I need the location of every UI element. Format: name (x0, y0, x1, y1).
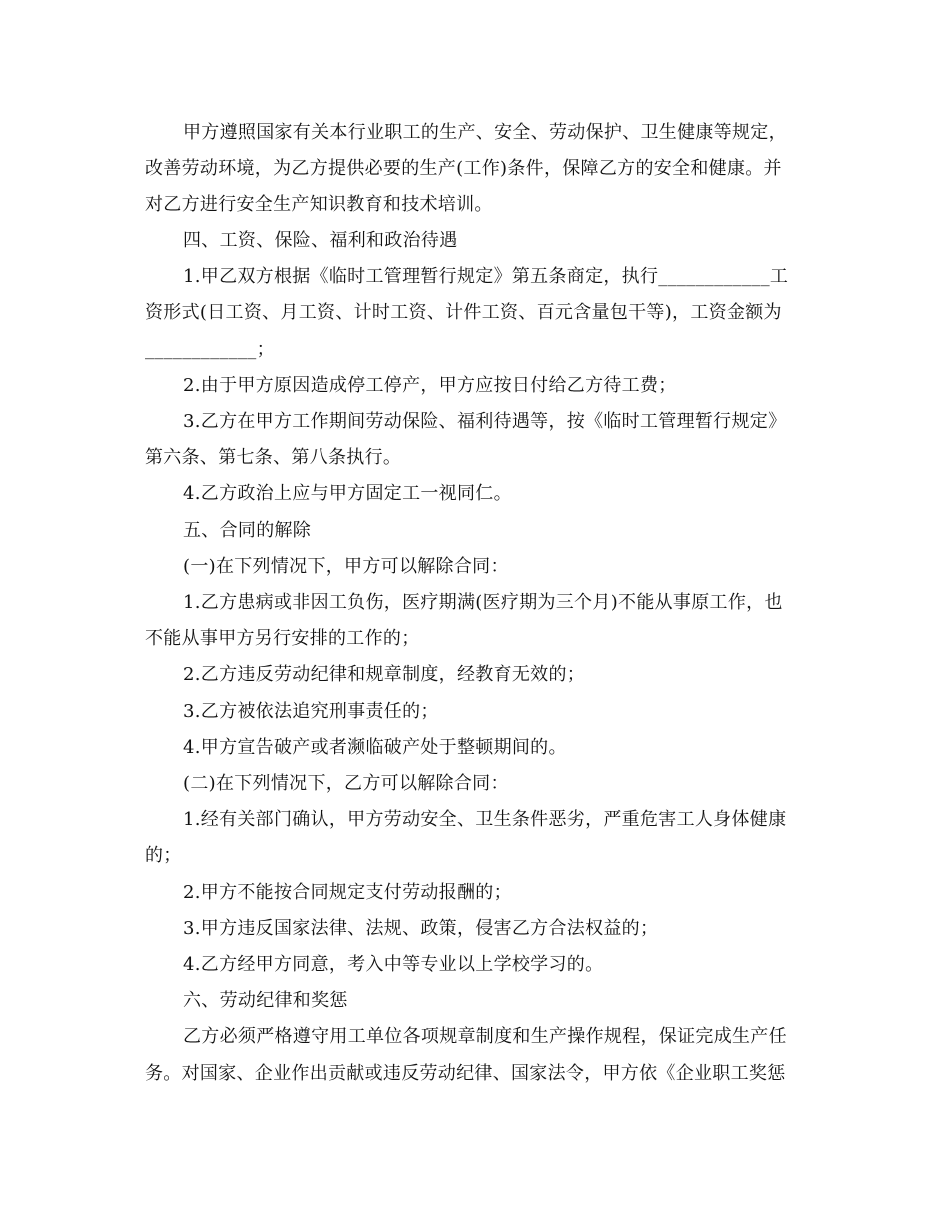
paragraph-line: 不能从事甲方另行安排的工作的； (145, 628, 420, 649)
section-heading: 六、劳动纪律和奖惩 (183, 990, 348, 1011)
paragraph-line: 4.乙方政治上应与甲方固定工一视同仁。 (183, 483, 512, 504)
paragraph-line: (一)在下列情况下，甲方可以解除合同： (183, 556, 509, 577)
paragraph-line: 2.由于甲方原因造成停工停产，甲方应按日付给乙方待工费； (183, 375, 677, 396)
paragraph-line: 的； (145, 845, 182, 866)
paragraph-line: 3.乙方被依法追究刑事责任的； (183, 701, 439, 722)
paragraph-line: 2.甲方不能按合同规定支付劳动报酬的； (183, 882, 512, 903)
paragraph-line: 1.乙方患病或非因工负伤，医疗期满(医疗期为三个月)不能从事原工作，也 (183, 592, 783, 613)
paragraph-line: 务。对国家、企业作出贡献或违反劳动纪律、国家法令，甲方依《企业职工奖惩 (145, 1063, 786, 1084)
section-heading: 五、合同的解除 (183, 520, 312, 541)
paragraph-line: 4.甲方宣告破产或者濒临破产处于整顿期间的。 (183, 737, 567, 758)
paragraph-line: 第六条、第七条、第八条执行。 (145, 447, 402, 468)
paragraph-line: 4.乙方经甲方同意，考入中等专业以上学校学习的。 (183, 954, 604, 975)
section-heading: 四、工资、保险、福利和政治待遇 (183, 230, 458, 251)
paragraph-line: 甲方遵照国家有关本行业职工的生产、安全、劳动保护、卫生健康等规定， (183, 122, 787, 143)
paragraph-line: 3.乙方在甲方工作期间劳动保险、福利待遇等，按《临时工管理暂行规定》 (183, 411, 787, 432)
paragraph-line: ____________； (145, 339, 275, 360)
paragraph-line: (二)在下列情况下，乙方可以解除合同： (183, 773, 509, 794)
paragraph-line: 1.甲乙双方根据《临时工管理暂行规定》第五条商定，执行____________工 (183, 266, 789, 287)
paragraph-line: 资形式(日工资、月工资、计时工资、计件工资、百元含量包干等)，工资金额为 (145, 302, 782, 323)
paragraph-line: 改善劳动环境，为乙方提供必要的生产(工作)条件，保障乙方的安全和健康。并 (145, 158, 782, 179)
paragraph-line: 2.乙方违反劳动纪律和规章制度，经教育无效的； (183, 664, 586, 685)
paragraph-line: 3.甲方违反国家法律、法规、政策，侵害乙方合法权益的； (183, 918, 659, 939)
paragraph-line: 对乙方进行安全生产知识教育和技术培训。 (145, 194, 493, 215)
paragraph-line: 乙方必须严格遵守用工单位各项规章制度和生产操作规程，保证完成生产任 (183, 1026, 787, 1047)
paragraph-line: 1.经有关部门确认，甲方劳动安全、卫生条件恶劣，严重危害工人身体健康 (183, 809, 787, 830)
